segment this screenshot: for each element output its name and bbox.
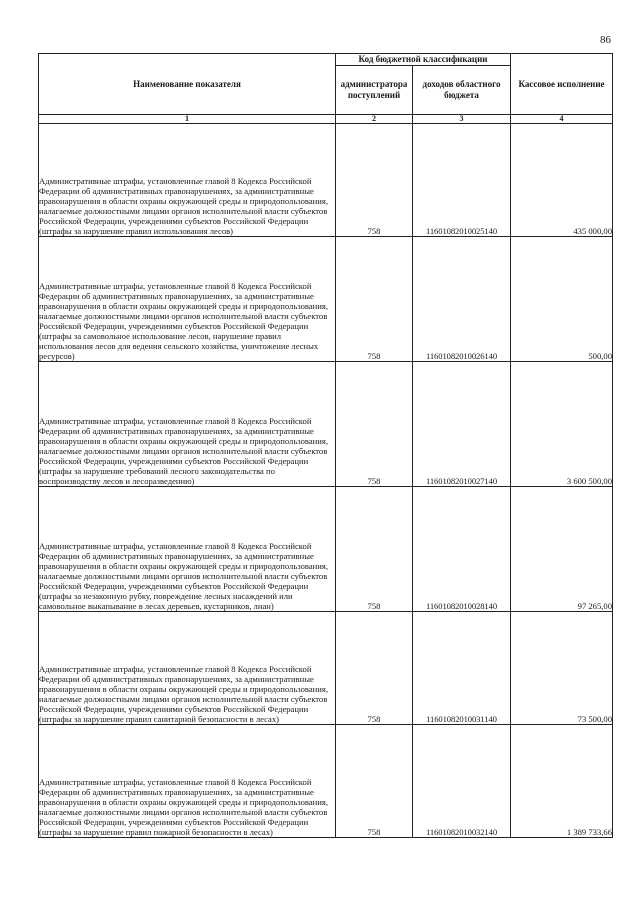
header-administrator: администратора поступлений [336, 66, 413, 115]
income-code: 11601082010028140 [413, 487, 511, 612]
income-code: 11601082010031140 [413, 612, 511, 725]
table-row [39, 612, 613, 725]
indicator-name: Административные штрафы, установленные главой 8 Кодекса Российской Федерации об административных правонарушениях, за административные правонарушения в области охраны окружающей среды и природопользования, налагаемые должностными лицами органов исполнительной власти субъектов Российской Федерации, учреждениями субъектов Российской Федерации (штрафы за незаконную рубку, повреждение лесных насаждений или самовольное выкапывание в лесах деревьев, кустарников, лиан) [39, 487, 336, 612]
indicator-name: Административные штрафы, установленные главой 8 Кодекса Российской Федерации об административных правонарушениях, за административные правонарушения в области охраны окружающей среды и природопользования, налагаемые должностными лицами органов исполнительной власти субъектов Российской Федерации, учреждениями субъектов Российской Федерации (штрафы за самовольное использование лесов, нарушение правил использования лесов для ведения сельского хозяйства, уничтожение лесных ресурсов) [39, 237, 336, 362]
indicator-name: Административные штрафы, установленные главой 8 Кодекса Российской Федерации об административных правонарушениях, за административные правонарушения в области охраны окружающей среды и природопользования, налагаемые должностными лицами органов исполнительной власти субъектов Российской Федерации, учреждениями субъектов Российской Федерации (штрафы за нарушение правил санитарной безопасности в лесах) [39, 612, 336, 725]
column-number: 2 [336, 115, 413, 124]
administrator-code: 758 [336, 612, 413, 725]
table-row [39, 237, 613, 362]
header-budget-code: Код бюджетной классификации [336, 54, 511, 66]
cash-amount: 73 500,00 [511, 612, 613, 725]
income-code: 11601082010025140 [413, 124, 511, 237]
column-number: 4 [511, 115, 613, 124]
table-row [39, 487, 613, 612]
table-row [39, 124, 613, 237]
administrator-code: 758 [336, 124, 413, 237]
table-row [39, 725, 613, 838]
cash-amount: 500,00 [511, 237, 613, 362]
header-cash-execution: Кассовое исполнение [511, 54, 613, 115]
administrator-code: 758 [336, 487, 413, 612]
indicator-name: Административные штрафы, установленные главой 8 Кодекса Российской Федерации об административных правонарушениях, за административные правонарушения в области охраны окружающей среды и природопользования, налагаемые должностными лицами органов исполнительной власти субъектов Российской Федерации, учреждениями субъектов Российской Федерации (штрафы за нарушение правил пожарной безопасности в лесах) [39, 725, 336, 838]
cash-amount: 97 265,00 [511, 487, 613, 612]
budget-table [38, 53, 613, 838]
income-code: 11601082010032140 [413, 725, 511, 838]
administrator-code: 758 [336, 362, 413, 487]
income-code: 11601082010027140 [413, 362, 511, 487]
table-row [39, 362, 613, 487]
header-indicator-name: Наименование показателя [39, 54, 336, 115]
column-number: 1 [39, 115, 336, 124]
administrator-code: 758 [336, 725, 413, 838]
column-number: 3 [413, 115, 511, 124]
indicator-name: Административные штрафы, установленные главой 8 Кодекса Российской Федерации об административных правонарушениях, за административные правонарушения в области охраны окружающей среды и природопользования, налагаемые должностными лицами органов исполнительной власти субъектов Российской Федерации, учреждениями субъектов Российской Федерации (штрафы за нарушение требований лесного законодательства по воспроизводству лесов и лесоразведению) [39, 362, 336, 487]
cash-amount: 3 600 500,00 [511, 362, 613, 487]
administrator-code: 758 [336, 237, 413, 362]
indicator-name: Административные штрафы, установленные главой 8 Кодекса Российской Федерации об административных правонарушениях, за административные правонарушения в области охраны окружающей среды и природопользования, налагаемые должностными лицами органов исполнительной власти субъектов Российской Федерации, учреждениями субъектов Российской Федерации (штрафы за нарушение правил использования лесов) [39, 124, 336, 237]
cash-amount: 1 389 733,66 [511, 725, 613, 838]
income-code: 11601082010026140 [413, 237, 511, 362]
page-number: 86 [600, 34, 611, 46]
cash-amount: 435 000,00 [511, 124, 613, 237]
header-regional-income: доходов областного бюджета [413, 66, 511, 115]
